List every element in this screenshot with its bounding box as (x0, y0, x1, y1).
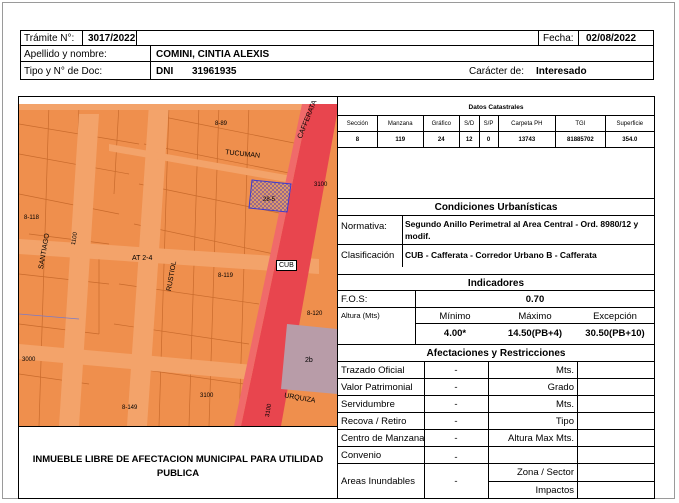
fecha-value: 02/08/2022 (586, 33, 637, 44)
afect-dash: - (454, 433, 458, 444)
map-label-number: 3100 (264, 403, 274, 418)
fos-label: F.O.S: (341, 294, 368, 305)
map-label-street: SANTIAGO (37, 232, 52, 270)
afect-right: Mts. (556, 365, 574, 376)
minimo-value: 4.00* (443, 328, 467, 339)
minimo-label: Mínimo (439, 311, 471, 322)
afect-right: Mts. (556, 399, 574, 410)
map-label-block: 8-89 (215, 121, 228, 127)
caracter-label: Carácter de: (469, 66, 525, 77)
map-label-block: 8-119 (218, 273, 233, 279)
afect-dash: - (454, 416, 458, 427)
doc-number: 31961935 (192, 66, 237, 77)
afect-dash: - (454, 476, 458, 487)
afect-label-inundables: Areas Inundables (341, 476, 415, 487)
afectaciones-title: Afectaciones y Restricciones (426, 348, 566, 359)
catastro-header: S/D (459, 116, 479, 132)
afect-right: Zona / Sector (516, 467, 574, 478)
catastro-header: S/P (479, 116, 498, 132)
afect-right: Tipo (555, 416, 574, 427)
maximo-value: 14.50(PB+4) (507, 328, 563, 339)
catastro-header: Superficie (605, 116, 654, 132)
caracter-value: Interesado (536, 66, 587, 77)
afect-label-centro: Centro de Manzana (341, 433, 425, 444)
map-label-street: RUSTIOL (165, 260, 179, 292)
catastro-value: 0 (479, 132, 498, 148)
catastro-value: 81885702 (556, 132, 605, 148)
normativa-label: Normativa: (341, 221, 387, 232)
catastro-value: 8 (338, 132, 378, 148)
map-label-zone: AT 2-4 (132, 255, 153, 262)
catastro-header: Manzana (377, 116, 423, 132)
maximo-label: Máximo (518, 311, 552, 322)
tramite-label: Trámite N°: (24, 33, 75, 44)
catastro-header: Gráfico (423, 116, 459, 132)
nota-line1: INMUEBLE LIBRE DE AFECTACION MUNICIPAL PARA UTILIDAD (32, 454, 324, 465)
doc-label: Tipo y N° de Doc: (24, 66, 103, 77)
afect-dash: - (454, 382, 458, 393)
map-label-block: 8-149 (122, 405, 138, 411)
map-label-block: 8-120 (307, 311, 323, 317)
map-label-number: 1100 (70, 231, 80, 246)
condiciones-title: Condiciones Urbanísticas (434, 202, 558, 213)
tramite-value: 3017/2022 (88, 33, 136, 44)
nombre-value: COMINI, CINTIA ALEXIS (156, 49, 270, 60)
doc-type: DNI (156, 66, 174, 77)
catastro-header: Carpeta PH (498, 116, 556, 132)
catastro-value: 119 (377, 132, 423, 148)
fecha-label: Fecha: (543, 33, 574, 44)
map-label-number: 3000 (22, 357, 36, 363)
header-row-2 (20, 46, 654, 62)
afect-right: Impactos (535, 485, 574, 496)
indicadores-title: Indicadores (467, 278, 525, 289)
catastro-table (337, 115, 655, 148)
catastro-value: 24 (423, 132, 459, 148)
map-label-street: URQUIZA (283, 392, 316, 405)
map-label-zone: CUB (276, 260, 297, 271)
afect-label-recova: Recova / Retiro (341, 416, 407, 427)
afect-label-patrimonial: Valor Patrimonial (341, 382, 413, 393)
catastro-value: 13743 (498, 132, 556, 148)
normativa-value: Segundo Anillo Perimetral al Area Central - Ord. 8980/12 y modif. (405, 219, 639, 241)
map-label-avenue: CAFFERATA (296, 99, 319, 140)
catastro-header: Sección (338, 116, 378, 132)
map-label-parcel: 28-5 (263, 197, 276, 203)
excepcion-value: 30.50(PB+10) (585, 328, 645, 339)
nombre-label: Apellido y nombre: (24, 49, 107, 60)
catastro-value: 12 (459, 132, 479, 148)
map-label-block: 8-118 (24, 215, 39, 221)
clasificacion-value: CUB - Cafferata - Corredor Urbano B - Cafferata (405, 250, 597, 260)
afect-dash: - (454, 365, 458, 376)
nota-line2: PUBLICA (156, 468, 200, 479)
catastro-title: Datos Catastrales (468, 104, 524, 111)
afect-dash: - (454, 399, 458, 410)
afect-label-servidumbre: Servidumbre (341, 399, 395, 410)
afect-right: Grado (547, 382, 574, 393)
map-label-number: 3100 (314, 182, 328, 188)
afect-label-convenio: Convenio (341, 450, 382, 461)
excepcion-label: Excepción (593, 311, 637, 322)
afect-right: Altura Max Mts. (508, 433, 574, 444)
afect-label-trazado: Trazado Oficial (341, 365, 405, 376)
catastro-value: 354.0 (605, 132, 654, 148)
map-label-number: 3100 (200, 393, 214, 399)
clasificacion-label: Clasificación (341, 250, 395, 261)
map-label-street: TUCUMAN (224, 149, 261, 160)
map-label-lot: 2b (305, 357, 313, 364)
catastro-header: TGI (556, 116, 605, 132)
fos-value: 0.70 (525, 294, 545, 305)
altura-label: Altura (Mts) (341, 311, 380, 320)
afect-dash: - (454, 452, 458, 463)
